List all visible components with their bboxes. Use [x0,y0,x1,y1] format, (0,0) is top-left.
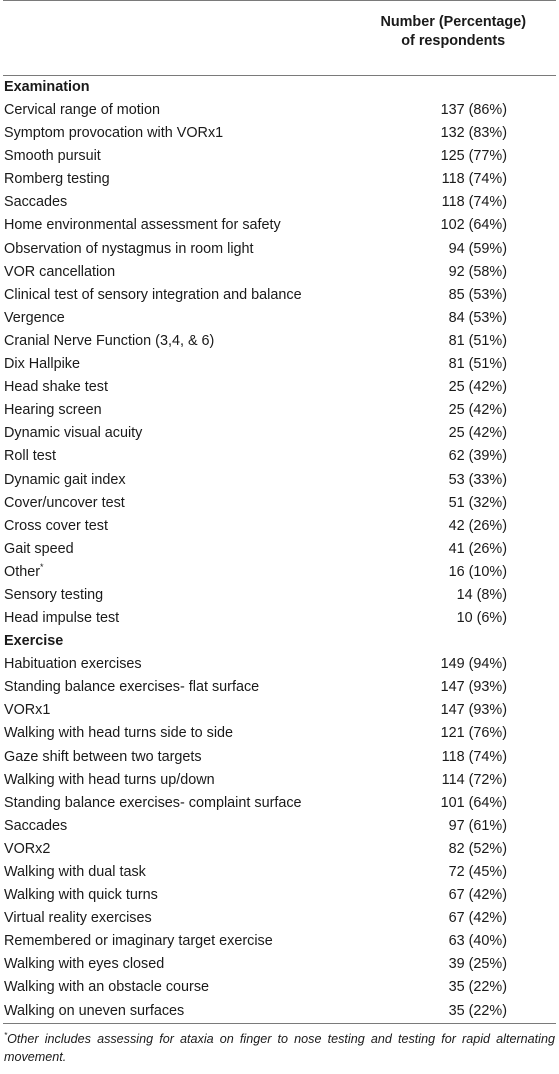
row-label-text: Symptom provocation with VORx1 [4,125,224,142]
table-row [0,353,559,376]
row-value: 125 (77%) [440,148,507,165]
row-value: 102 (64%) [440,217,507,234]
row-label-text: VOR cancellation [4,263,116,280]
row-label-text: Dix Hallpike [4,356,80,373]
column-header [380,13,526,65]
row-label-text: Standing balance exercises- complaint surface [4,794,302,811]
row-label-text: Standing balance exercises- flat surface [4,679,260,696]
row-label-text: Hearing screen [4,402,102,419]
table-row [0,284,559,307]
row-label [4,1000,184,1023]
row-label [4,676,259,699]
row-label [4,214,281,237]
row-value: 101 (64%) [440,794,507,811]
footnote-mark: * [4,1030,8,1040]
section-heading: Exercise [4,633,64,650]
row-label-text: Walking on uneven surfaces [4,1002,185,1019]
row-label [4,399,102,422]
row-value: 51 (32%) [448,494,507,511]
table-row [0,168,559,191]
row-label-text: VORx2 [4,840,51,857]
table-row [0,191,559,214]
row-label [4,445,56,468]
row-label [4,376,108,399]
row-label [4,561,44,584]
row-label [4,168,110,191]
row-label [4,607,119,630]
row-label [4,145,101,168]
row-label [4,261,115,284]
table-row [0,584,559,607]
row-value: 35 (22%) [448,1002,507,1019]
row-label-text: Cross cover test [4,517,108,534]
row-label-text: Cranial Nerve Function (3,4, & 6) [4,332,215,349]
column-header-line1: Number (Percentage) [380,14,526,30]
row-label [4,792,302,815]
row-label [4,861,146,884]
row-value: 16 (10%) [448,563,507,580]
row-label-text: Walking with an obstacle course [4,979,210,996]
row-label-text: Virtual reality exercises [4,910,152,927]
footnote-text: Other includes assessing for ataxia on finger to nose testing and testing for rapid alternating movement. [4,1031,555,1064]
footnote-marker: * [40,562,44,573]
table-row [0,838,559,861]
row-label [4,307,65,330]
row-label [4,746,202,769]
table-row [0,607,559,630]
row-label [4,699,50,722]
row-value: 97 (61%) [448,817,507,834]
row-value: 137 (86%) [440,102,507,118]
row-value: 92 (58%) [448,263,507,280]
row-label-text: Observation of nystagmus in room light [4,240,254,257]
row-label-text: Head impulse test [4,610,120,627]
row-value: 67 (42%) [448,910,507,927]
row-value: 149 (94%) [440,656,507,673]
table-row [0,122,559,145]
row-label-text: Dynamic visual acuity [4,425,143,442]
row-value: 81 (51%) [448,332,507,349]
section-heading: Examination [4,79,90,95]
row-value: 81 (51%) [448,356,507,373]
row-value: 118 (74%) [441,748,507,765]
row-label [4,122,223,145]
row-value: 62 (39%) [448,448,507,465]
table-row [0,792,559,815]
row-value: 132 (83%) [440,125,507,142]
row-label-text: Saccades [4,194,68,211]
row-label-text: Saccades [4,817,68,834]
row-label-text: Vergence [4,309,65,326]
row-label [4,99,160,122]
table-row [0,722,559,745]
table-row [0,399,559,422]
row-label [4,469,126,492]
table-row [0,214,559,237]
table-footnote [0,1024,559,1066]
row-label [4,930,273,953]
table-row [0,953,559,976]
column-header-line2: of respondents [401,33,506,49]
table-row [0,307,559,330]
row-label-text: VORx1 [4,702,51,719]
row-label [4,538,74,561]
row-value: 118 (74%) [441,171,507,188]
row-label-text: Romberg testing [4,171,110,188]
row-label [4,976,209,999]
row-label [4,907,152,930]
row-label-text: Dynamic gait index [4,471,126,488]
row-value: 25 (42%) [448,379,507,396]
row-value: 41 (26%) [448,540,507,557]
row-label [4,330,214,353]
table-row [0,538,559,561]
table-body [0,76,559,1023]
row-label-text: Walking with quick turns [4,887,158,904]
table-row [0,376,559,399]
table-row [0,330,559,353]
row-value: 39 (25%) [448,956,507,973]
row-label [4,653,142,676]
row-label [4,722,233,745]
table-row [0,746,559,769]
row-label-text: Walking with head turns up/down [4,771,215,788]
row-label-text: Walking with dual task [4,864,146,880]
row-value: 53 (33%) [448,471,507,488]
table-row [0,261,559,284]
row-label [4,353,80,376]
table-row [0,515,559,538]
row-label [4,515,108,538]
row-label-text: Other [4,563,40,580]
table-row [0,699,559,722]
row-value: 84 (53%) [448,309,507,326]
row-value: 63 (40%) [448,933,507,950]
row-label-text: Clinical test of sensory integration and balance [4,286,302,303]
row-value: 14 (8%) [456,586,507,603]
table-row [0,676,559,699]
table-row [0,492,559,515]
row-value: 35 (22%) [448,979,507,996]
row-label-text: Habituation exercises [4,656,142,673]
table-row [0,884,559,907]
table-row [0,561,559,584]
row-label-text: Walking with eyes closed [4,956,165,973]
table-row [0,861,559,884]
row-label [4,815,67,838]
row-value: 94 (59%) [448,240,507,257]
table-row [0,1000,559,1023]
row-value: 147 (93%) [440,679,507,696]
table-row [0,653,559,676]
table-row [0,99,559,122]
row-value: 25 (42%) [448,425,507,442]
row-label-text: Roll test [4,448,56,465]
row-label-text: Gait speed [4,540,74,557]
row-value: 118 (74%) [441,194,507,211]
row-label [4,584,103,607]
row-value: 85 (53%) [448,286,507,303]
row-value: 147 (93%) [440,702,507,719]
row-label-text: Remembered or imaginary target exercise [4,933,273,950]
row-label [4,422,142,445]
table-row [0,769,559,792]
row-label [4,284,302,307]
row-label [4,191,67,214]
row-label-text: Smooth pursuit [4,148,101,165]
row-label [4,769,215,792]
row-label-text: Head shake test [4,379,108,396]
table-row [0,422,559,445]
table-row [0,445,559,468]
table-row [0,145,559,168]
row-value: 10 (6%) [456,610,507,627]
table-row [0,469,559,492]
row-label-text: Gaze shift between two targets [4,748,202,765]
row-label-text: Home environmental assessment for safety [4,217,281,234]
row-value: 82 (52%) [448,840,507,857]
row-label-text: Cover/uncover test [4,494,125,511]
row-label [4,238,254,261]
row-value: 25 (42%) [448,402,507,419]
row-label-text: Sensory testing [4,586,104,603]
row-label-text: Cervical range of motion [4,102,160,118]
table-row [0,930,559,953]
row-label [4,884,158,907]
row-label [4,953,164,976]
row-label [4,492,125,515]
table-header [0,1,559,75]
table-row [0,238,559,261]
row-label-text: Walking with head turns side to side [4,725,234,742]
table-row [0,815,559,838]
row-value: 42 (26%) [448,517,507,534]
row-value: 72 (45%) [448,864,507,880]
row-label [4,838,50,861]
table-row [0,907,559,930]
row-value: 114 (72%) [441,771,507,788]
table-row [0,976,559,999]
row-value: 67 (42%) [448,887,507,904]
row-value: 121 (76%) [440,725,507,742]
